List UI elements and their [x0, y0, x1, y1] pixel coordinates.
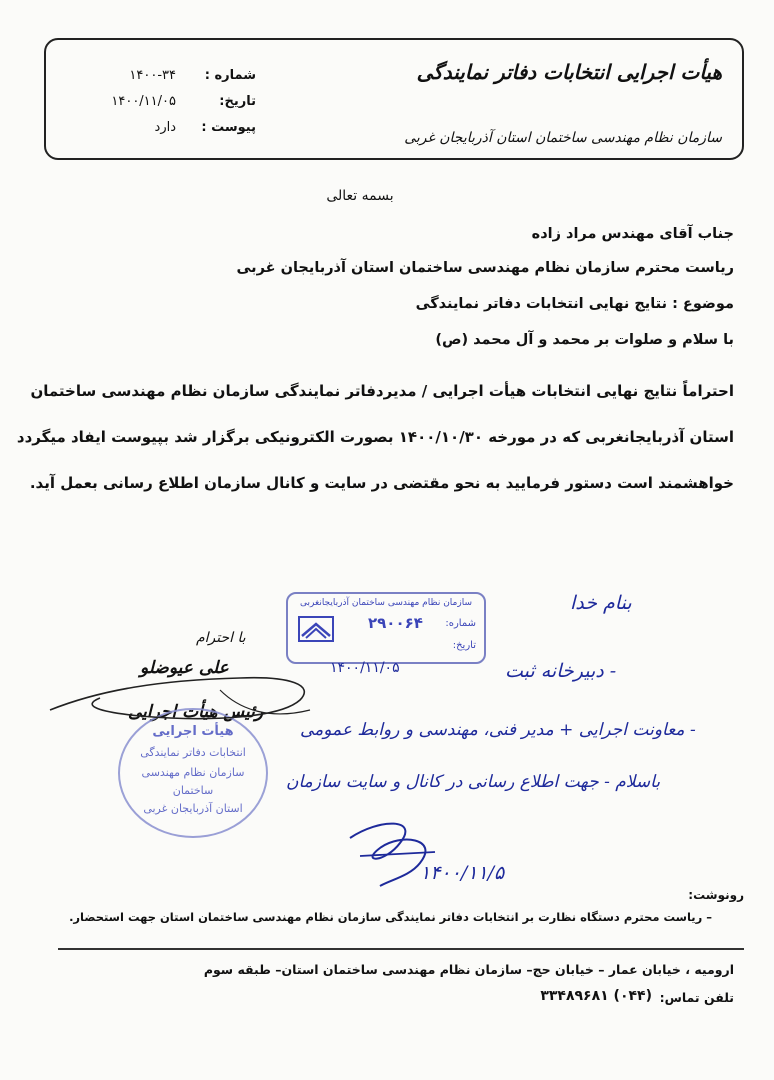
letterhead-box	[44, 38, 744, 160]
number-label: شماره :	[204, 68, 256, 83]
invocation: بسمه تعالی	[326, 188, 394, 204]
attachment-value: دارد	[154, 120, 176, 135]
annotation-line-2: - دبیرخانه ثبت	[505, 660, 617, 682]
signature-scribble	[40, 650, 320, 740]
footer-phone-label: تلفن تماس:	[659, 990, 734, 1005]
annotation-line-4: باسلام - جهت اطلاع رسانی در کانال و سایت سازمان	[286, 772, 661, 792]
date-value: ۱۴۰۰/۱۱/۰۵	[111, 94, 176, 109]
annotation-line-3: - معاونت اجرایی + مدیر فنی، مهندسی و روابط عمومی	[300, 720, 696, 740]
organization-title: هیأت اجرایی انتخابات دفاتر نمایندگی	[416, 60, 722, 84]
footer-phone-value: ۳۳۴۸۹۶۸۱ (۰۴۴)	[540, 988, 652, 1004]
annotation-line-1: بنام خدا	[570, 592, 632, 614]
recipient-title: ریاست محترم سازمان نظام مهندسی ساختمان استان آذربایجان غربی	[236, 260, 734, 276]
receipt-number-label: شماره:	[445, 618, 476, 629]
signatory-name: علی عیوضلو	[140, 658, 229, 678]
stamp-line-4: ساختمان	[172, 784, 214, 797]
stamp-line-1: هیأت اجرایی	[152, 724, 234, 739]
recipient: جناب آقای مهندس مراد زاده	[531, 226, 734, 242]
footer-divider	[58, 948, 744, 950]
body-line-2: استان آذربایجانغربی که در مورخه ۱۴۰۰/۱۰/۳۰ بصورت الکترونیکی برگزار شد بپیوست ایفاد میگردد	[16, 428, 734, 446]
receipt-number-value: ۲۹۰۰۶۴	[368, 614, 423, 632]
signatory-position: رئیس هیأت اجرایی	[128, 702, 264, 722]
annotation-date: ۱۴۰۰/۱۱/۵	[420, 862, 505, 884]
body-line-1: احتراماً نتایج نهایی انتخابات هیأت اجرایی / مدیردفاتر نمایندگی سازمان نظام مهندسی ساختمان	[30, 382, 734, 400]
footer-address: ارومیه ، خیابان عمار – خیابان حج– سازمان نظام مهندسی ساختمان استان– طبقه سوم	[203, 962, 734, 977]
cc-item: – ریاست محترم دستگاه نظارت بر انتخابات دفاتر نمایندگی سازمان نظام مهندسی ساختمان استان جهت استحضار.	[69, 910, 712, 924]
date-label: تاریخ:	[219, 94, 256, 109]
subject: موضوع : نتایج نهایی انتخابات دفاتر نمایندگی	[415, 296, 734, 312]
receipt-stamp-org: سازمان نظام مهندسی ساختمان آذربایجانغربی	[300, 598, 472, 608]
closing: با احترام	[196, 630, 246, 646]
organization-subtitle: سازمان نظام مهندسی ساختمان استان آذربایجان غربی	[404, 130, 722, 146]
body-line-3: خواهشمند است دستور فرمایید به نحو مقتضی در سایت و کانال سازمان اطلاع رسانی بعمل آید.	[29, 474, 734, 492]
cc-label: رونوشت:	[688, 888, 744, 902]
stamp-line-5: استان آذربایجان غربی	[143, 802, 243, 815]
receipt-stamp-logo	[298, 616, 334, 642]
receipt-date-value: ۱۴۰۰/۱۱/۰۵	[330, 660, 400, 676]
stamp-line-3: سازمان نظام مهندسی	[141, 766, 245, 779]
attachment-label: پیوست :	[201, 120, 256, 135]
receipt-date-label: تاریخ:	[452, 640, 476, 651]
greeting: با سلام و صلوات بر محمد و آل محمد (ص)	[435, 332, 734, 348]
number-value: ۱۴۰۰-۳۴	[129, 68, 176, 83]
stamp-line-2: انتخابات دفاتر نمایندگی	[140, 746, 246, 759]
